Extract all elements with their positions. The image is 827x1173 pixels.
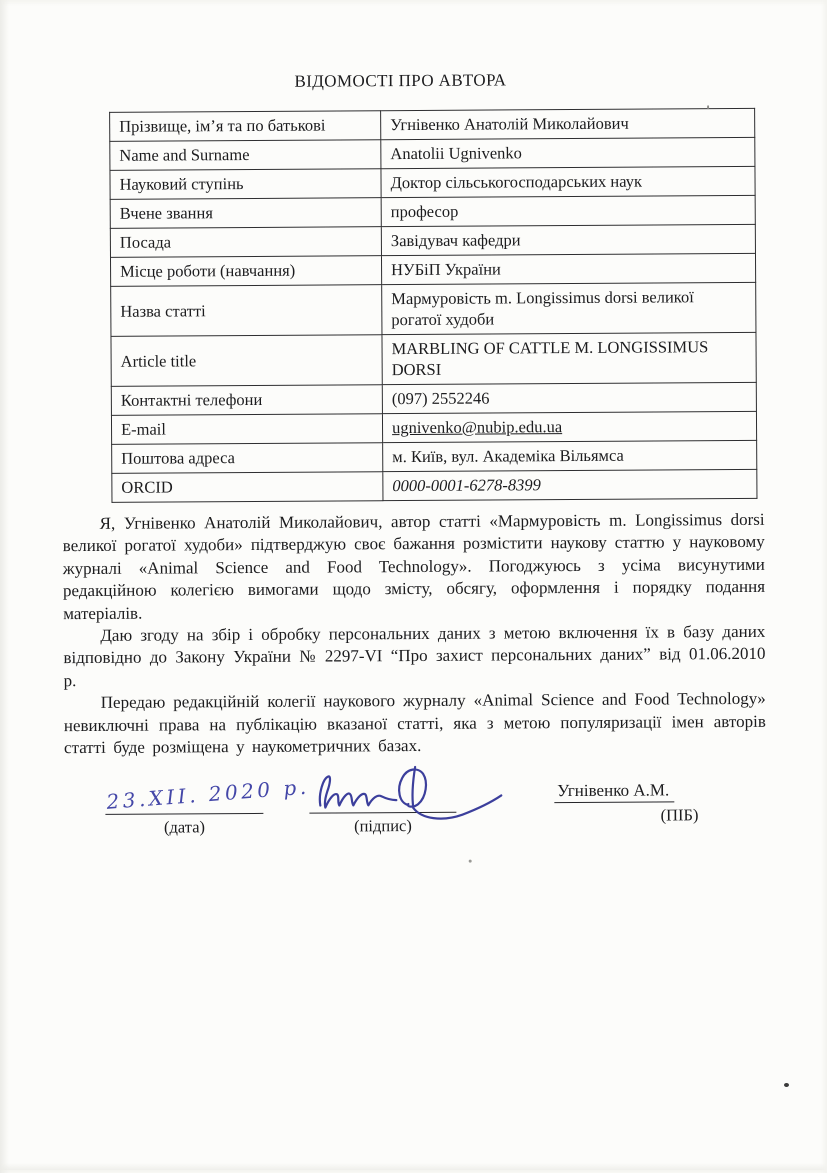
row-label: Поштова адреса bbox=[112, 443, 383, 474]
paragraph-rights-transfer: Передаю редакційній колегії наукового журналу «Animal Science and Food Technology» невиключні права на публікацію вказаної статті, яка з метою популяризації імен авторів статті буде розміщена у наукометричних базах. bbox=[63, 689, 766, 758]
row-label: ORCID bbox=[112, 472, 383, 503]
row-label: Місце роботи (навчання) bbox=[110, 256, 381, 287]
row-label: Посада bbox=[110, 227, 381, 258]
row-value: НУБіП України bbox=[381, 253, 755, 284]
signature-field bbox=[309, 772, 456, 837]
row-value: MARBLING OF CATTLE M. LONGISSIMUS DORSI bbox=[382, 332, 756, 384]
author-info-table bbox=[109, 108, 757, 503]
name-caption: (ПІБ) bbox=[660, 805, 699, 825]
signature-block bbox=[1, 769, 827, 849]
date-line bbox=[105, 773, 311, 815]
row-label: Name and Surname bbox=[110, 140, 381, 171]
table-row bbox=[111, 282, 756, 336]
name-field bbox=[554, 770, 704, 826]
table-row bbox=[110, 195, 755, 228]
page-title: ВІДОМОСТІ ПРО АВТОРА bbox=[294, 70, 507, 91]
table-row bbox=[110, 224, 755, 257]
table-row bbox=[111, 382, 756, 415]
row-label: Прізвище, ім’я та по батькові bbox=[110, 111, 381, 142]
signature-line bbox=[309, 772, 456, 814]
row-value: Мармуровість m. Longissimus dorsi великої рогатої худоби bbox=[382, 282, 756, 334]
scan-speck bbox=[784, 1083, 789, 1087]
row-value: Доктор сільськогосподарських наук bbox=[381, 166, 755, 197]
table-row bbox=[110, 166, 755, 199]
table-row bbox=[111, 332, 756, 386]
scan-speck bbox=[469, 860, 472, 863]
table-row bbox=[111, 411, 756, 444]
table-row bbox=[110, 253, 755, 286]
row-value: (097) 2552246 bbox=[382, 382, 756, 413]
scan-speck bbox=[707, 105, 709, 109]
signature-caption: (підпис) bbox=[354, 816, 412, 836]
row-value: професор bbox=[381, 195, 755, 226]
row-label: Назва статті bbox=[111, 285, 382, 337]
row-value: Угнівенко Анатолій Миколайович bbox=[381, 108, 755, 139]
row-label: Науковий ступінь bbox=[110, 169, 381, 200]
row-value: м. Київ, вул. Академіка Вільямса bbox=[383, 440, 757, 471]
handwritten-date: 23.XII. 2020 р. bbox=[105, 774, 311, 814]
row-label: E-mail bbox=[111, 414, 382, 445]
table-row bbox=[110, 137, 755, 170]
author-short-name: Угнівенко А.М. bbox=[554, 770, 674, 803]
row-label: Контактні телефони bbox=[111, 385, 382, 416]
date-caption: (дата) bbox=[163, 817, 206, 837]
table-row bbox=[112, 440, 757, 473]
table-row bbox=[110, 108, 755, 141]
row-value-email: ugnivenko@nubip.edu.ua bbox=[382, 411, 756, 442]
paragraph-personal-data: Даю згоду на збір і обробку персональних даних з метою включення їх в базу даних відповідно до Закону України № 2297-VI “Про захист персональних даних” від 01.06.2010 р. bbox=[63, 621, 766, 690]
table-row bbox=[112, 469, 757, 502]
statement-text bbox=[63, 509, 766, 760]
date-field bbox=[105, 773, 311, 838]
paragraph-consent-publication: Я, Угнівенко Анатолій Миколайович, автор статті «Мармуровість m. Longissimus dorsi великої рогатої худоби» підтверджую своє бажання розмістити наукову статтю у науковому журналі «Animal Science and Food Technology». Погоджуюсь з усіма висунутими редакційною колегією вимогами щодо змісту, обсягу, оформлення і порядку подання матеріалів. bbox=[62, 509, 766, 623]
row-label: Вчене звання bbox=[110, 198, 381, 229]
row-value: Завідувач кафедри bbox=[381, 224, 755, 255]
row-value: Anatolii Ugnivenko bbox=[381, 137, 755, 168]
row-label: Article title bbox=[111, 335, 382, 387]
row-value-orcid: 0000-0001-6278-8399 bbox=[383, 469, 757, 500]
